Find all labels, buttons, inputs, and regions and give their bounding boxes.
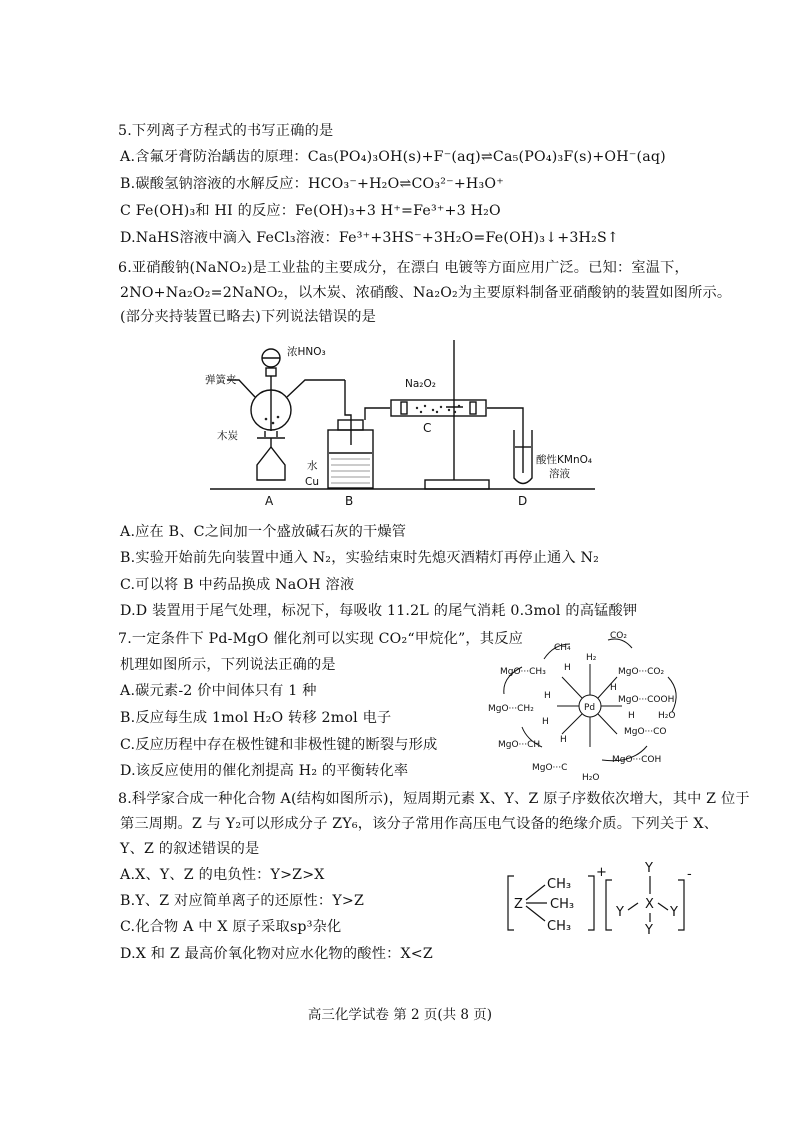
struct-ch3-bottom: CH₃	[547, 919, 572, 934]
q5-option-b: B.碳酸氢钠溶液的水解反应：HCO₃⁻+H₂O⇌CO₃²⁻+H₃O⁺	[120, 176, 504, 192]
mech-h-3: H	[542, 717, 549, 727]
label-c: C	[423, 421, 432, 435]
mech-h-6: H	[628, 711, 635, 721]
mech-mgo-c: MgO···C	[532, 763, 568, 773]
q6-option-d: D.D 装置用于尾气处理，标况下，每吸收 11.2L 的尾气消耗 0.3mol 的高锰酸钾	[120, 603, 638, 619]
q8-option-a: A.X、Y、Z 的电负性：Y>Z>X	[120, 867, 325, 883]
label-na2o2: Na₂O₂	[405, 378, 436, 390]
q8-compound-a-structure	[500, 858, 700, 940]
q5-option-d: D.NaHS溶液中滴入 FeCl₃溶液：Fe³⁺+3HS⁻+3H₂O=Fe(OH)₃↓+3H₂S↑	[120, 230, 620, 246]
q6-stem-3: (部分夹持装置已略去)下列说法错误的是	[120, 309, 377, 325]
q8-stem-1: 8.科学家合成一种化合物 A(结构如图所示)，短周期元素 X、Y、Z 原子序数依次增大，其中 Z 位于	[118, 791, 750, 807]
struct-y-top: Y	[645, 861, 653, 876]
q7-option-d: D.该反应使用的催化剂提高 H₂ 的平衡转化率	[120, 763, 409, 779]
mech-co2: CO₂	[610, 631, 627, 641]
q6-option-c: C.可以将 B 中药品换成 NaOH 溶液	[120, 577, 355, 593]
struct-x: X	[645, 897, 654, 912]
struct-ch3-mid: CH₃	[550, 897, 575, 912]
q6-option-a: A.应在 B、C之间加一个盛放碱石灰的干燥管	[120, 524, 407, 540]
q8-option-d: D.X 和 Z 最高价氧化物对应水化物的酸性：X<Z	[120, 946, 433, 962]
struct-ch3-top: CH₃	[547, 877, 572, 892]
q6-stem-2: 2NO+Na₂O₂=2NaNO₂，以木炭、浓硝酸、Na₂O₂为主要原料制备亚硝酸钠的装置如图所示。	[120, 285, 732, 301]
struct-z: Z	[514, 897, 523, 912]
struct-y-right: Y	[670, 905, 678, 920]
mech-h-2: H	[544, 691, 551, 701]
mech-mgo-co2: MgO···CO₂	[618, 667, 665, 677]
label-d: D	[518, 494, 528, 508]
q6-stem-1: 6.亚硝酸钠(NaNO₂)是工业盐的主要成分，在漂白 电镀等方面应用广泛。已知：室温下，	[118, 260, 689, 276]
label-conc-hno3: 浓HNO₃	[287, 346, 326, 358]
struct-y-left: Y	[616, 905, 624, 920]
mech-mgo-co: MgO···CO	[624, 727, 667, 737]
q5-option-a: A.含氟牙膏防治龋齿的原理：Ca₅(PO₄)₃OH(s)+F⁻(aq)⇌Ca₅(PO₄)₃F(s)+OH⁻(aq)	[120, 149, 666, 165]
q6-apparatus-diagram	[205, 335, 600, 511]
q7-stem-2: 机理如图所示，下列说法正确的是	[120, 657, 336, 673]
label-water: 水	[307, 460, 318, 472]
mech-h-4: H	[560, 735, 567, 745]
mech-h2: H₂	[586, 653, 597, 663]
mech-mgo-cooh: MgO···COOH	[618, 695, 675, 705]
q7-option-c: C.反应历程中存在极性键和非极性键的断裂与形成	[120, 737, 438, 753]
q6-option-b: B.实验开始前先向装置中通入 N₂，实验结束时先熄灭酒精灯再停止通入 N₂	[120, 550, 599, 566]
mech-mgo-ch3: MgO···CH₃	[500, 667, 546, 677]
q8-stem-2: 第三周期。Z 与 Y₂可以形成分子 ZY₆，该分子常用作高压电气设备的绝缘介质。下列关于 X、	[120, 816, 719, 832]
label-spring-clip: 弹簧夹	[205, 374, 237, 386]
struct-anion-charge: -	[687, 867, 692, 882]
mech-h2o-right: H₂O	[658, 711, 676, 721]
struct-y-bottom: Y	[645, 923, 653, 938]
label-a: A	[265, 494, 274, 508]
q7-stem-1: 7.一定条件下 Pd-MgO 催化剂可以实现 CO₂“甲烷化”，其反应	[118, 631, 523, 647]
mech-pd: Pd	[584, 703, 596, 713]
mech-mgo-ch2: MgO···CH₂	[488, 704, 534, 714]
q8-option-b: B.Y、Z 对应简单离子的还原性：Y>Z	[120, 893, 365, 909]
q5-stem: 5.下列离子方程式的书写正确的是	[118, 123, 334, 139]
q5-option-c: C Fe(OH)₃和 HI 的反应：Fe(OH)₃+3 H⁺=Fe³⁺+3 H₂O	[120, 203, 501, 219]
mech-mgo-ch: MgO···CH	[498, 740, 541, 750]
q8-stem-3: Y、Z 的叙述错误的是	[120, 841, 260, 857]
q7-option-b: B.反应每生成 1mol H₂O 转移 2mol 电子	[120, 710, 392, 726]
mech-ch4: CH₄	[554, 643, 571, 653]
label-b: B	[345, 494, 354, 508]
q7-mechanism-diagram	[482, 622, 697, 782]
q7-option-a: A.碳元素-2 价中间体只有 1 种	[120, 683, 317, 699]
label-charcoal: 木炭	[217, 430, 238, 442]
label-solution: 溶液	[549, 468, 570, 480]
struct-cation-charge: +	[596, 865, 607, 880]
q8-option-c: C.化合物 A 中 X 原子采取sp³杂化	[120, 919, 342, 935]
mech-mgo-coh: MgO···COH	[612, 755, 662, 765]
label-cu: Cu	[305, 476, 319, 488]
mech-h-5: H	[610, 683, 617, 693]
mech-h2o-bottom: H₂O	[582, 773, 600, 782]
mech-h-1: H	[564, 663, 571, 673]
page-footer: 高三化学试卷 第 2 页(共 8 页)	[307, 1007, 493, 1023]
label-kmno4: 酸性KMnO₄	[536, 454, 593, 466]
